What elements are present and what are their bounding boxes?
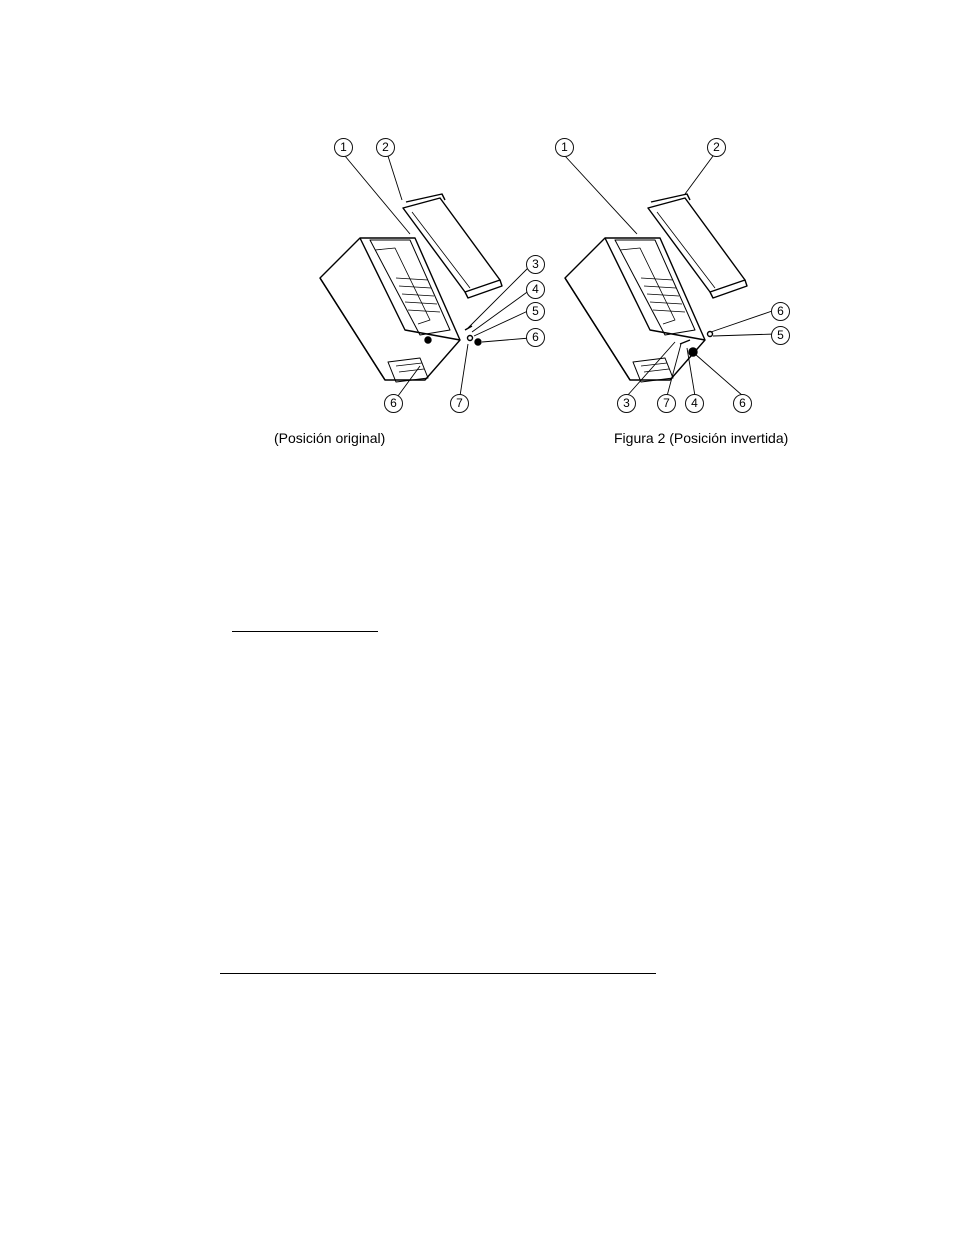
callout-4: 4 — [526, 280, 545, 299]
callout-7: 7 — [450, 394, 469, 413]
callout-6: 6 — [526, 328, 545, 347]
callout-6-top: 6 — [771, 302, 790, 321]
callout-1: 1 — [555, 138, 574, 157]
short-underline-rule — [232, 631, 378, 632]
callout-7: 7 — [657, 394, 676, 413]
callout-6-bottom: 6 — [733, 394, 752, 413]
callout-1: 1 — [334, 138, 353, 157]
callout-2: 2 — [376, 138, 395, 157]
figure-inverted-caption: Figura 2 (Posición invertida) — [614, 430, 789, 446]
refrigerator-diagram-original — [300, 130, 560, 420]
callout-5: 5 — [526, 302, 545, 321]
callout-3: 3 — [617, 394, 636, 413]
callout-3: 3 — [526, 255, 545, 274]
callout-2: 2 — [707, 138, 726, 157]
refrigerator-diagram-inverted — [545, 130, 805, 420]
figure-inverted — [545, 130, 805, 420]
figure-original-caption: (Posición original) — [274, 430, 386, 446]
callout-6-base: 6 — [384, 394, 403, 413]
callout-5: 5 — [771, 326, 790, 345]
long-underline-rule — [220, 973, 656, 974]
callout-4: 4 — [685, 394, 704, 413]
figure-original — [300, 130, 560, 420]
